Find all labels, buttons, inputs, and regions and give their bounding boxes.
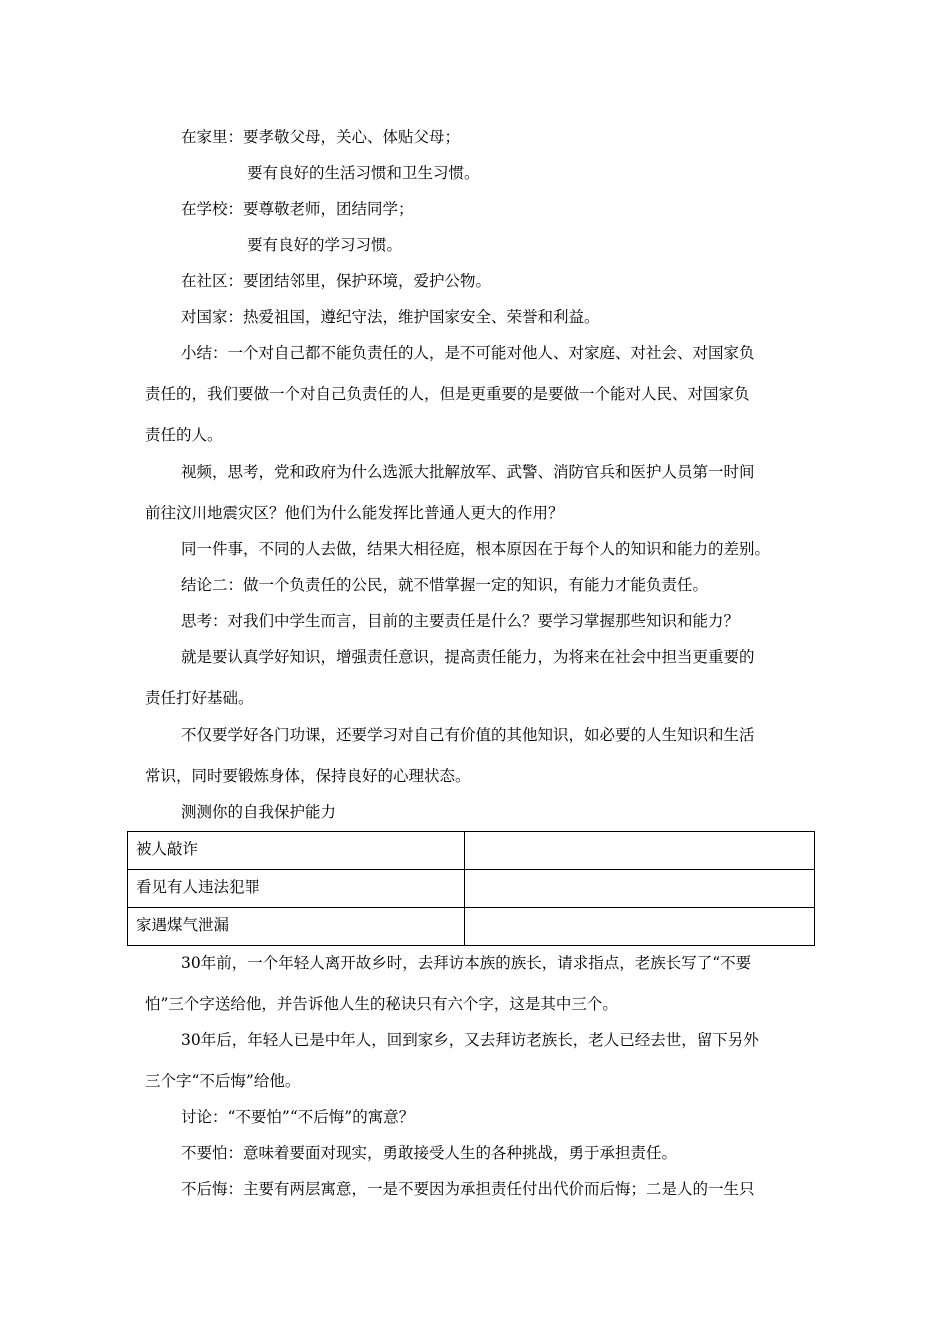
paragraph-line: 在家里：要孝敬父母，关心、体贴父母；: [181, 128, 461, 146]
table-row: [128, 870, 815, 908]
paragraph-line: 常识，同时要锻炼身体，保持良好的心理状态。: [145, 767, 471, 785]
table-row: [128, 832, 815, 870]
paragraph-line: 责任的，我们要做一个对自己负责任的人，但是更重要的是要做一个能对人民、对国家负: [145, 385, 750, 403]
table-caption: 测测你的自我保护能力: [181, 803, 337, 821]
paragraph-line: 就是要认真学好知识，增强责任意识，提高责任能力，为将来在社会中担当更重要的: [181, 648, 755, 666]
paragraph-line: 要有良好的学习习惯。: [247, 236, 403, 254]
table-cell-situation: 看见有人违法犯罪: [128, 870, 465, 908]
paragraph-line: 思考：对我们中学生而言，目前的主要责任是什么？要学习掌握那些知识和能力？: [181, 612, 740, 630]
paragraph-line: 30年后，年轻人已是中年人，回到家乡，又去拜访老族长，老人已经去世，留下另外: [181, 1031, 759, 1049]
self-protection-table: [127, 831, 815, 946]
paragraph-line: 在学校：要尊敬老师，团结同学；: [181, 200, 414, 218]
table-cell-answer: [465, 832, 815, 870]
paragraph-line: 不后悔：主要有两层寓意，一是不要因为承担责任付出代价而后悔；二是人的一生只: [181, 1180, 755, 1198]
table-cell-answer: [465, 870, 815, 908]
paragraph-line: 责任的人。: [145, 426, 223, 444]
paragraph-line: 讨论：“不要怕”“不后悔”的寓意？: [181, 1108, 415, 1126]
paragraph-line: 责任打好基础。: [145, 689, 254, 707]
paragraph-line: 视频，思考，党和政府为什么选派大批解放军、武警、消防官兵和医护人员第一时间: [181, 463, 755, 481]
paragraph-line: 结论二：做一个负责任的公民，就不惜掌握一定的知识，有能力才能负责任。: [181, 576, 709, 594]
paragraph-line: 怕”三个字送给他，并告诉他人生的秘诀只有六个字，这是其中三个。: [145, 995, 618, 1013]
paragraph-line: 30年前，一个年轻人离开故乡时，去拜访本族的族长，请求指点，老族长写了“不要: [181, 954, 752, 972]
paragraph-line: 小结：一个对自己都不能负责任的人，是不可能对他人、对家庭、对社会、对国家负: [181, 344, 755, 362]
table-cell-answer: [465, 908, 815, 946]
paragraph-line: 不要怕：意味着要面对现实，勇敢接受人生的各种挑战，勇于承担责任。: [181, 1144, 678, 1162]
table-cell-situation: 被人敲诈: [128, 832, 465, 870]
paragraph-line: 要有良好的生活习惯和卫生习惯。: [247, 164, 480, 182]
paragraph-line: 不仅要学好各门功课，还要学习对自己有价值的其他知识，如必要的人生知识和生活: [181, 726, 755, 744]
paragraph-line: 同一件事，不同的人去做，结果大相径庭，根本原因在于每个人的知识和能力的差别。: [181, 540, 771, 558]
paragraph-line: 三个字“不后悔”给他。: [145, 1072, 301, 1090]
paragraph-line: 对国家：热爱祖国，遵纪守法，维护国家安全、荣誉和利益。: [181, 308, 600, 326]
table-row: [128, 908, 815, 946]
table-cell-situation: 家遇煤气泄漏: [128, 908, 465, 946]
paragraph-line: 在社区：要团结邻里，保护环境，爱护公物。: [181, 272, 492, 290]
paragraph-line: 前往汶川地震灾区？他们为什么能发挥比普通人更大的作用？: [145, 504, 564, 522]
